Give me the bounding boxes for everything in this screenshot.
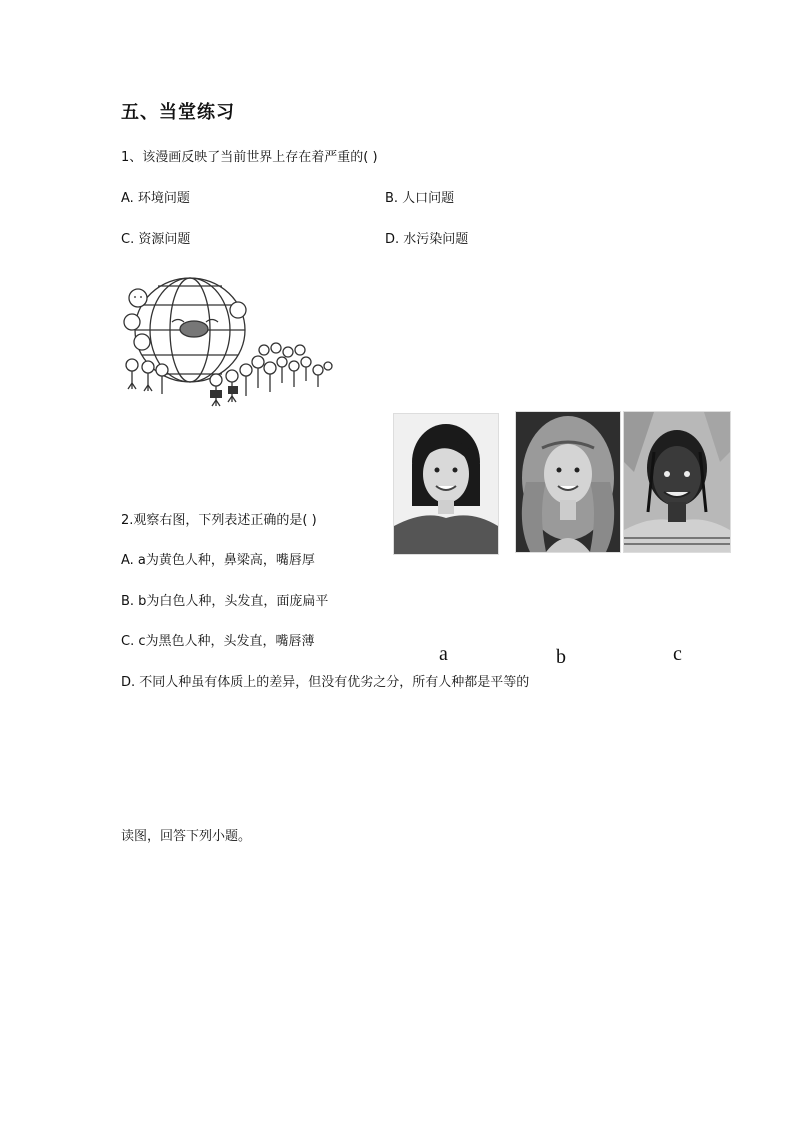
q1-option-a: A. 环境问题	[121, 191, 190, 206]
photo-label-c: c	[673, 643, 682, 665]
portrait-c	[623, 411, 731, 553]
globe-crowd-illustration	[120, 270, 338, 415]
portrait-a	[393, 413, 499, 555]
q2-option-d: D. 不同人种虽有体质上的差异，但没有优劣之分，所有人种都是平等的	[121, 675, 530, 690]
q1-option-d: D. 水污染问题	[385, 232, 469, 247]
section-title: 五、当堂练习	[121, 102, 235, 123]
q2-option-c: C. c为黑色人种，头发直，嘴唇薄	[121, 634, 315, 649]
q1-option-c: C. 资源问题	[121, 232, 191, 247]
q2-option-b: B. b为白色人种，头发直，面庞扁平	[121, 594, 329, 609]
q1-option-b: B. 人口问题	[385, 191, 455, 206]
q1-stem: 1、该漫画反映了当前世界上存在着严重的( )	[121, 150, 378, 165]
photo-label-a: a	[439, 643, 448, 665]
q3-intro: 读图，回答下列小题。	[121, 829, 252, 844]
q2-stem: 2.观察右图，下列表述正确的是( )	[121, 513, 317, 528]
overpopulation-cartoon	[120, 270, 338, 415]
photo-label-b: b	[556, 646, 566, 668]
q2-option-a: A. a为黄色人种，鼻梁高，嘴唇厚	[121, 553, 315, 568]
portrait-b	[515, 411, 621, 553]
